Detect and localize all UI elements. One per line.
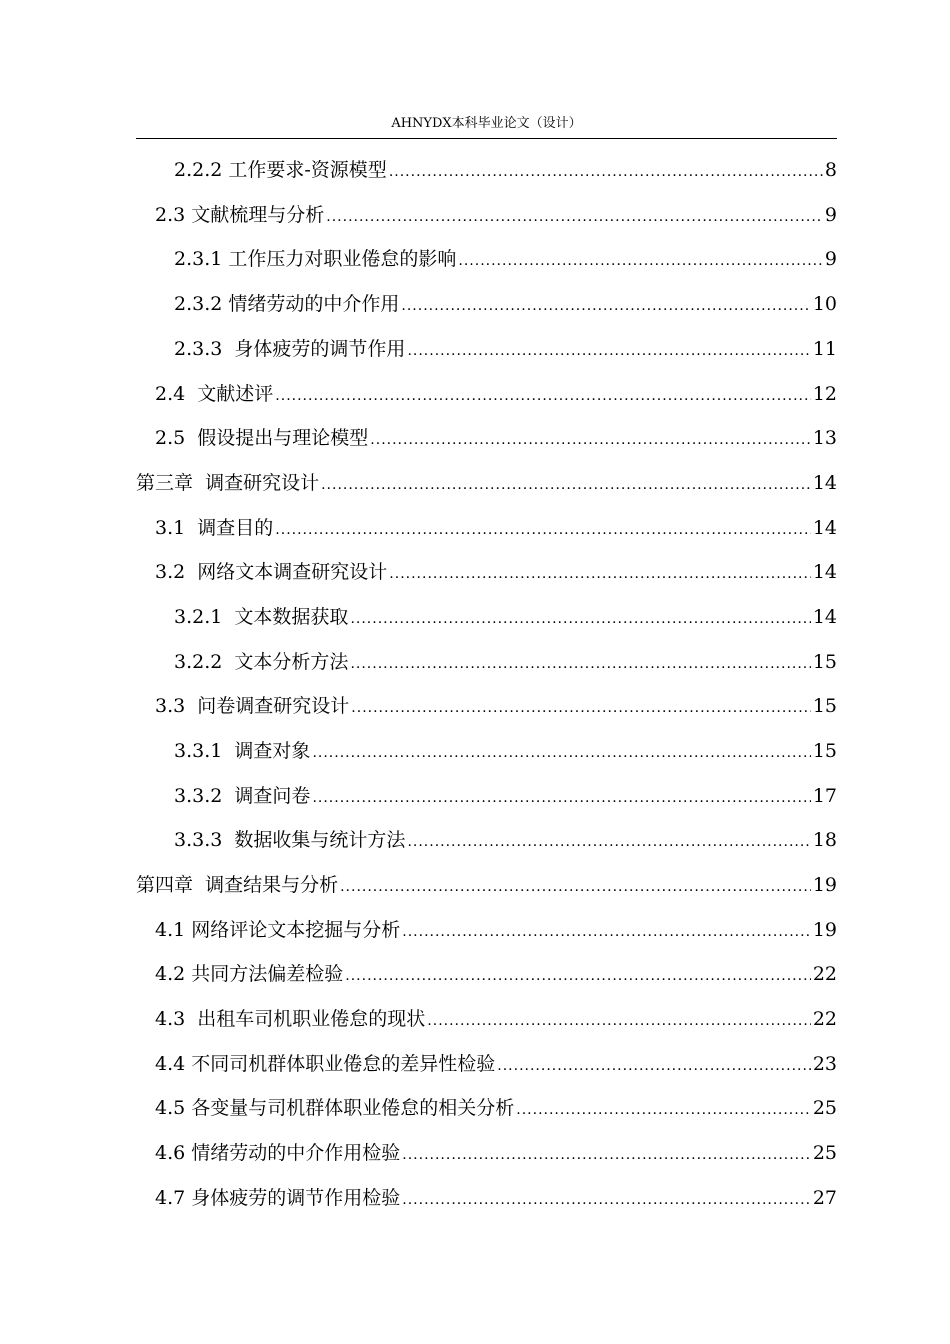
toc-entry-page: 15 (812, 740, 837, 762)
toc-entry-page: 17 (812, 785, 837, 807)
toc-entry-title: 3.2.2 文本分析方法 (174, 651, 349, 673)
toc-entry-title: 3.2.1 文本数据获取 (174, 606, 349, 628)
toc-entry[interactable] (174, 736, 837, 766)
toc-dot-leader (321, 470, 811, 500)
toc-entry-title: 4.2 共同方法偏差检验 (155, 963, 344, 985)
toc-dot-leader (427, 1006, 811, 1036)
toc-dot-leader (497, 1051, 811, 1081)
toc-entry-title: 2.3.2 情绪劳动的中介作用 (174, 293, 400, 315)
toc-entry-title: 4.4 不同司机群体职业倦怠的差异性检验 (155, 1053, 496, 1075)
toc-dot-leader (370, 425, 811, 455)
toc-entry[interactable] (155, 959, 837, 989)
toc-dot-leader (389, 559, 811, 589)
toc-entry-page: 15 (812, 695, 837, 717)
toc-entry-title: 4.7 身体疲劳的调节作用检验 (155, 1187, 401, 1209)
toc-entry-page: 27 (812, 1187, 837, 1209)
toc-entry[interactable] (155, 200, 837, 230)
toc-dot-leader (326, 202, 823, 232)
toc-entry-title: 4.1 网络评论文本挖掘与分析 (155, 919, 401, 941)
toc-entry[interactable] (174, 825, 837, 855)
toc-entry-page: 25 (812, 1097, 837, 1119)
toc-entry[interactable] (174, 289, 837, 319)
toc-entry[interactable] (136, 468, 837, 498)
toc-entry-page: 8 (824, 159, 837, 181)
toc-entry-page: 19 (812, 919, 837, 941)
toc-entry-page: 18 (812, 829, 837, 851)
toc-entry-title: 4.3 出租车司机职业倦怠的现状 (155, 1008, 426, 1030)
toc-dot-leader (407, 336, 810, 366)
toc-entry-page: 14 (812, 472, 837, 494)
toc-entry-title: 3.3.3 数据收集与统计方法 (174, 829, 406, 851)
toc-dot-leader (402, 917, 811, 947)
toc-entry-title: 2.3 文献梳理与分析 (155, 204, 325, 226)
toc-entry-page: 9 (824, 204, 837, 226)
toc-entry-page: 9 (824, 248, 837, 270)
toc-entry-page: 10 (812, 293, 837, 315)
toc-dot-leader (345, 961, 811, 991)
toc-dot-leader (275, 381, 811, 411)
toc-entry-title: 3.2 网络文本调查研究设计 (155, 561, 388, 583)
toc-dot-leader (351, 693, 811, 723)
toc-entry-title: 2.5 假设提出与理论模型 (155, 427, 369, 449)
toc-entry-title: 4.6 情绪劳动的中介作用检验 (155, 1142, 401, 1164)
toc-entry[interactable] (174, 647, 837, 677)
toc-entry-title: 3.3 问卷调查研究设计 (155, 695, 350, 717)
toc-entry-page: 25 (812, 1142, 837, 1164)
toc-entry[interactable] (136, 870, 837, 900)
toc-entry-title: 第三章 调查研究设计 (136, 472, 320, 494)
toc-entry-page: 12 (812, 383, 837, 405)
toc-entry-title: 4.5 各变量与司机群体职业倦怠的相关分析 (155, 1097, 515, 1119)
toc-entry[interactable] (155, 557, 837, 587)
toc-entry-page: 22 (812, 963, 837, 985)
toc-dot-leader (275, 515, 811, 545)
header-title: AHNYDX本科毕业论文（设计） (391, 116, 582, 131)
toc-entry[interactable] (174, 781, 837, 811)
toc-dot-leader (402, 1140, 811, 1170)
toc-entry-page: 22 (812, 1008, 837, 1030)
toc-entry-page: 14 (812, 606, 837, 628)
toc-entry[interactable] (174, 244, 837, 274)
toc-entry-title: 2.3.1 工作压力对职业倦怠的影响 (174, 248, 457, 270)
toc-entry[interactable] (155, 1049, 837, 1079)
toc-dot-leader (350, 604, 810, 634)
toc-dot-leader (458, 246, 823, 276)
toc-dot-leader (350, 649, 810, 679)
toc-dot-leader (402, 1185, 811, 1215)
toc-entry-title: 3.3.1 调查对象 (174, 740, 311, 762)
toc-entry-page: 13 (812, 427, 837, 449)
toc-dot-leader (407, 827, 810, 857)
toc-dot-leader (340, 872, 811, 902)
toc-dot-leader (389, 157, 823, 187)
toc-dot-leader (312, 738, 810, 768)
toc-entry-title: 3.1 调查目的 (155, 517, 274, 539)
toc-entry-page: 19 (812, 874, 837, 896)
toc-entry[interactable] (174, 602, 837, 632)
toc-entry-page: 15 (812, 651, 837, 673)
toc-entry-page: 23 (812, 1053, 837, 1075)
toc-entry-title: 2.2.2 工作要求-资源模型 (174, 159, 387, 181)
toc-entry[interactable] (155, 691, 837, 721)
toc-dot-leader (312, 783, 810, 813)
toc-entry-title: 第四章 调查结果与分析 (136, 874, 339, 896)
toc-entry[interactable] (174, 334, 837, 364)
toc-entry-title: 3.3.2 调查问卷 (174, 785, 311, 807)
toc-entry-page: 14 (812, 561, 837, 583)
toc-entry-title: 2.3.3 身体疲劳的调节作用 (174, 338, 406, 360)
toc-entry-title: 2.4 文献述评 (155, 383, 274, 405)
toc-dot-leader (401, 291, 810, 321)
toc-entry-page: 14 (812, 517, 837, 539)
toc-dot-leader (516, 1095, 811, 1125)
toc-entry-page: 11 (812, 338, 837, 360)
toc-entry[interactable] (174, 155, 837, 185)
toc-entry[interactable] (155, 513, 837, 543)
toc-entry[interactable] (155, 1183, 837, 1213)
toc-entry[interactable] (155, 1138, 837, 1168)
toc-entry[interactable] (155, 379, 837, 409)
toc-entry[interactable] (155, 915, 837, 945)
toc-entry[interactable] (155, 1004, 837, 1034)
toc-entry[interactable] (155, 1093, 837, 1123)
toc-entry[interactable] (155, 423, 837, 453)
